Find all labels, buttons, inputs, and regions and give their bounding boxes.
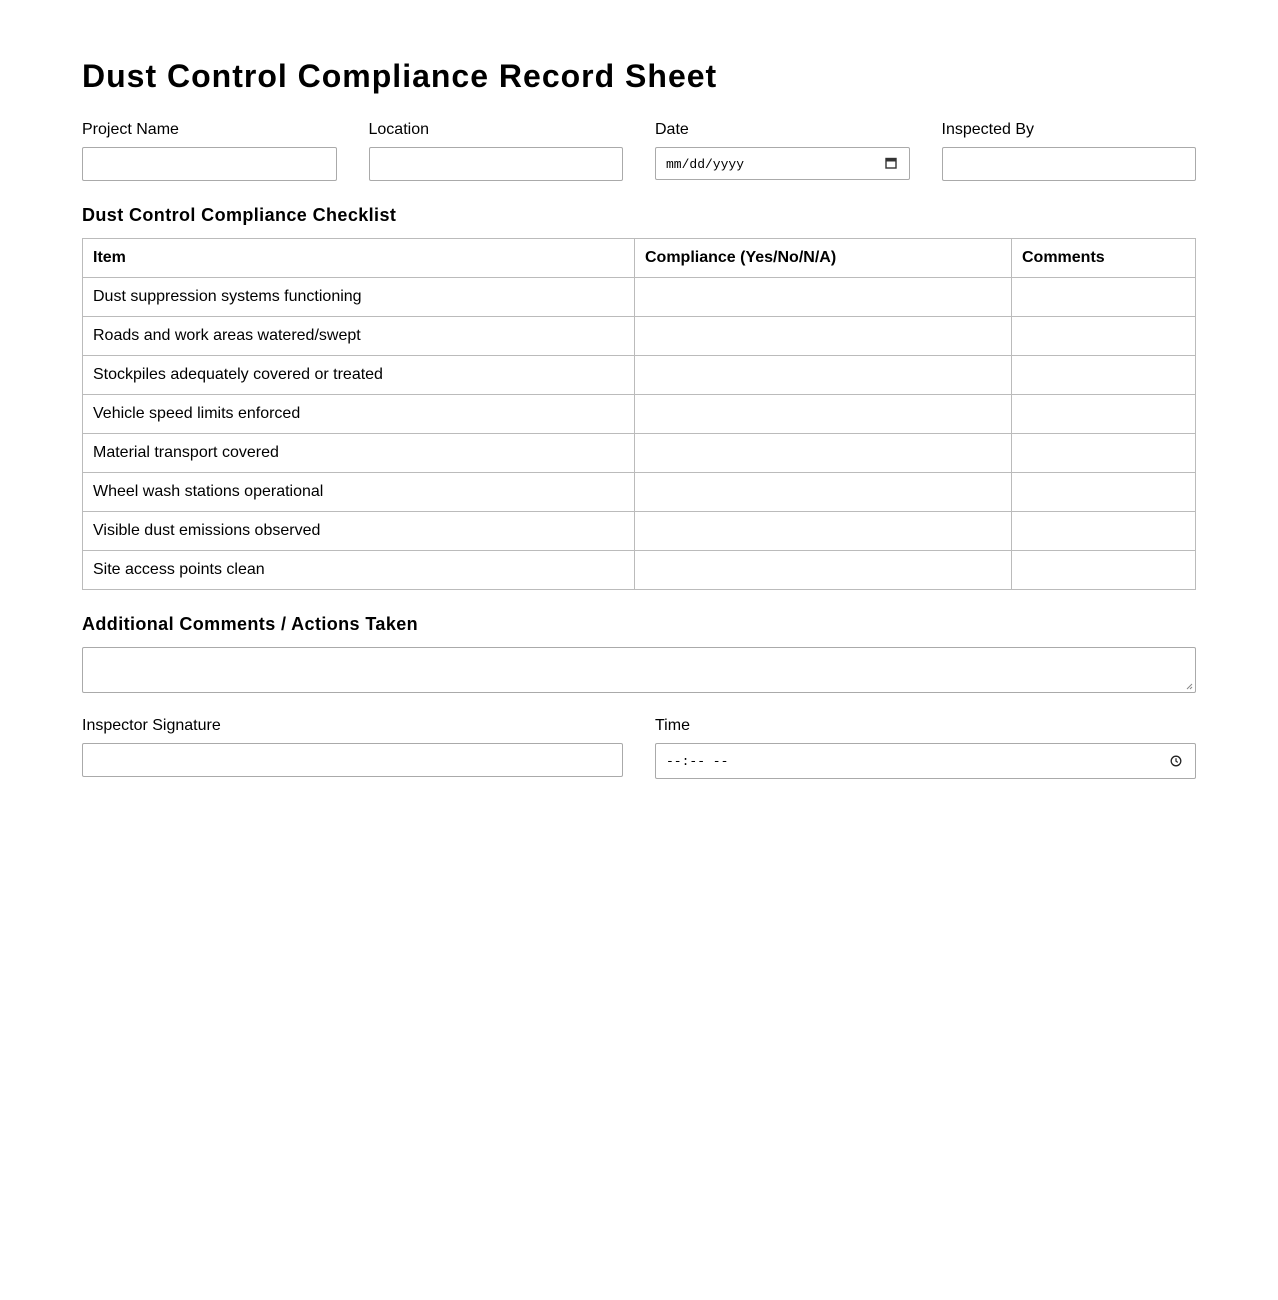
time-input[interactable]	[655, 743, 1196, 779]
item-cell: Material transport covered	[83, 434, 635, 473]
comments-cell[interactable]	[1012, 356, 1196, 395]
table-row	[83, 551, 1196, 590]
comments-cell[interactable]	[1012, 551, 1196, 590]
checklist-table	[82, 238, 1196, 590]
table-row	[83, 395, 1196, 434]
project-name-input[interactable]	[82, 147, 337, 181]
comments-cell[interactable]	[1012, 473, 1196, 512]
comments-cell[interactable]	[1012, 512, 1196, 551]
project-name-label: Project Name	[82, 121, 179, 138]
table-row	[83, 356, 1196, 395]
item-cell: Dust suppression systems functioning	[83, 278, 635, 317]
column-header-comments: Comments	[1012, 239, 1196, 278]
time-label: Time	[655, 717, 690, 734]
additional-comments-textarea[interactable]	[82, 647, 1196, 693]
checklist-heading: Dust Control Compliance Checklist	[82, 205, 397, 225]
item-cell: Wheel wash stations operational	[83, 473, 635, 512]
compliance-cell[interactable]	[635, 473, 1012, 512]
date-input[interactable]	[655, 147, 910, 180]
compliance-cell[interactable]	[635, 512, 1012, 551]
compliance-cell[interactable]	[635, 356, 1012, 395]
compliance-cell[interactable]	[635, 278, 1012, 317]
comments-cell[interactable]	[1012, 395, 1196, 434]
comments-cell[interactable]	[1012, 317, 1196, 356]
resize-handle-icon[interactable]	[1186, 683, 1193, 690]
comments-cell[interactable]	[1012, 278, 1196, 317]
table-header-row	[83, 239, 1196, 278]
signature-input[interactable]	[82, 743, 623, 777]
date-label: Date	[655, 121, 689, 138]
clock-icon[interactable]	[1170, 755, 1182, 767]
inspected-by-input[interactable]	[942, 147, 1197, 181]
additional-comments-heading: Additional Comments / Actions Taken	[82, 614, 419, 634]
location-label: Location	[368, 121, 429, 138]
comments-cell[interactable]	[1012, 434, 1196, 473]
compliance-cell[interactable]	[635, 551, 1012, 590]
item-cell: Stockpiles adequately covered or treated	[83, 356, 635, 395]
item-cell: Site access points clean	[83, 551, 635, 590]
table-row	[83, 434, 1196, 473]
compliance-cell[interactable]	[635, 395, 1012, 434]
page-title: Dust Control Compliance Record Sheet	[82, 58, 718, 94]
compliance-cell[interactable]	[635, 317, 1012, 356]
calendar-icon[interactable]	[885, 157, 897, 169]
column-header-item: Item	[83, 239, 635, 278]
table-row	[83, 512, 1196, 551]
item-cell: Roads and work areas watered/swept	[83, 317, 635, 356]
compliance-cell[interactable]	[635, 434, 1012, 473]
column-header-compliance: Compliance (Yes/No/N/A)	[635, 239, 1012, 278]
location-input[interactable]	[369, 147, 624, 181]
time-placeholder: --:-- --	[666, 754, 729, 769]
inspected-by-label: Inspected By	[941, 121, 1034, 138]
item-cell: Visible dust emissions observed	[83, 512, 635, 551]
date-placeholder: mm/dd/yyyy	[666, 157, 745, 172]
table-row	[83, 278, 1196, 317]
signature-label: Inspector Signature	[82, 717, 221, 734]
item-cell: Vehicle speed limits enforced	[83, 395, 635, 434]
table-row	[83, 473, 1196, 512]
table-row	[83, 317, 1196, 356]
